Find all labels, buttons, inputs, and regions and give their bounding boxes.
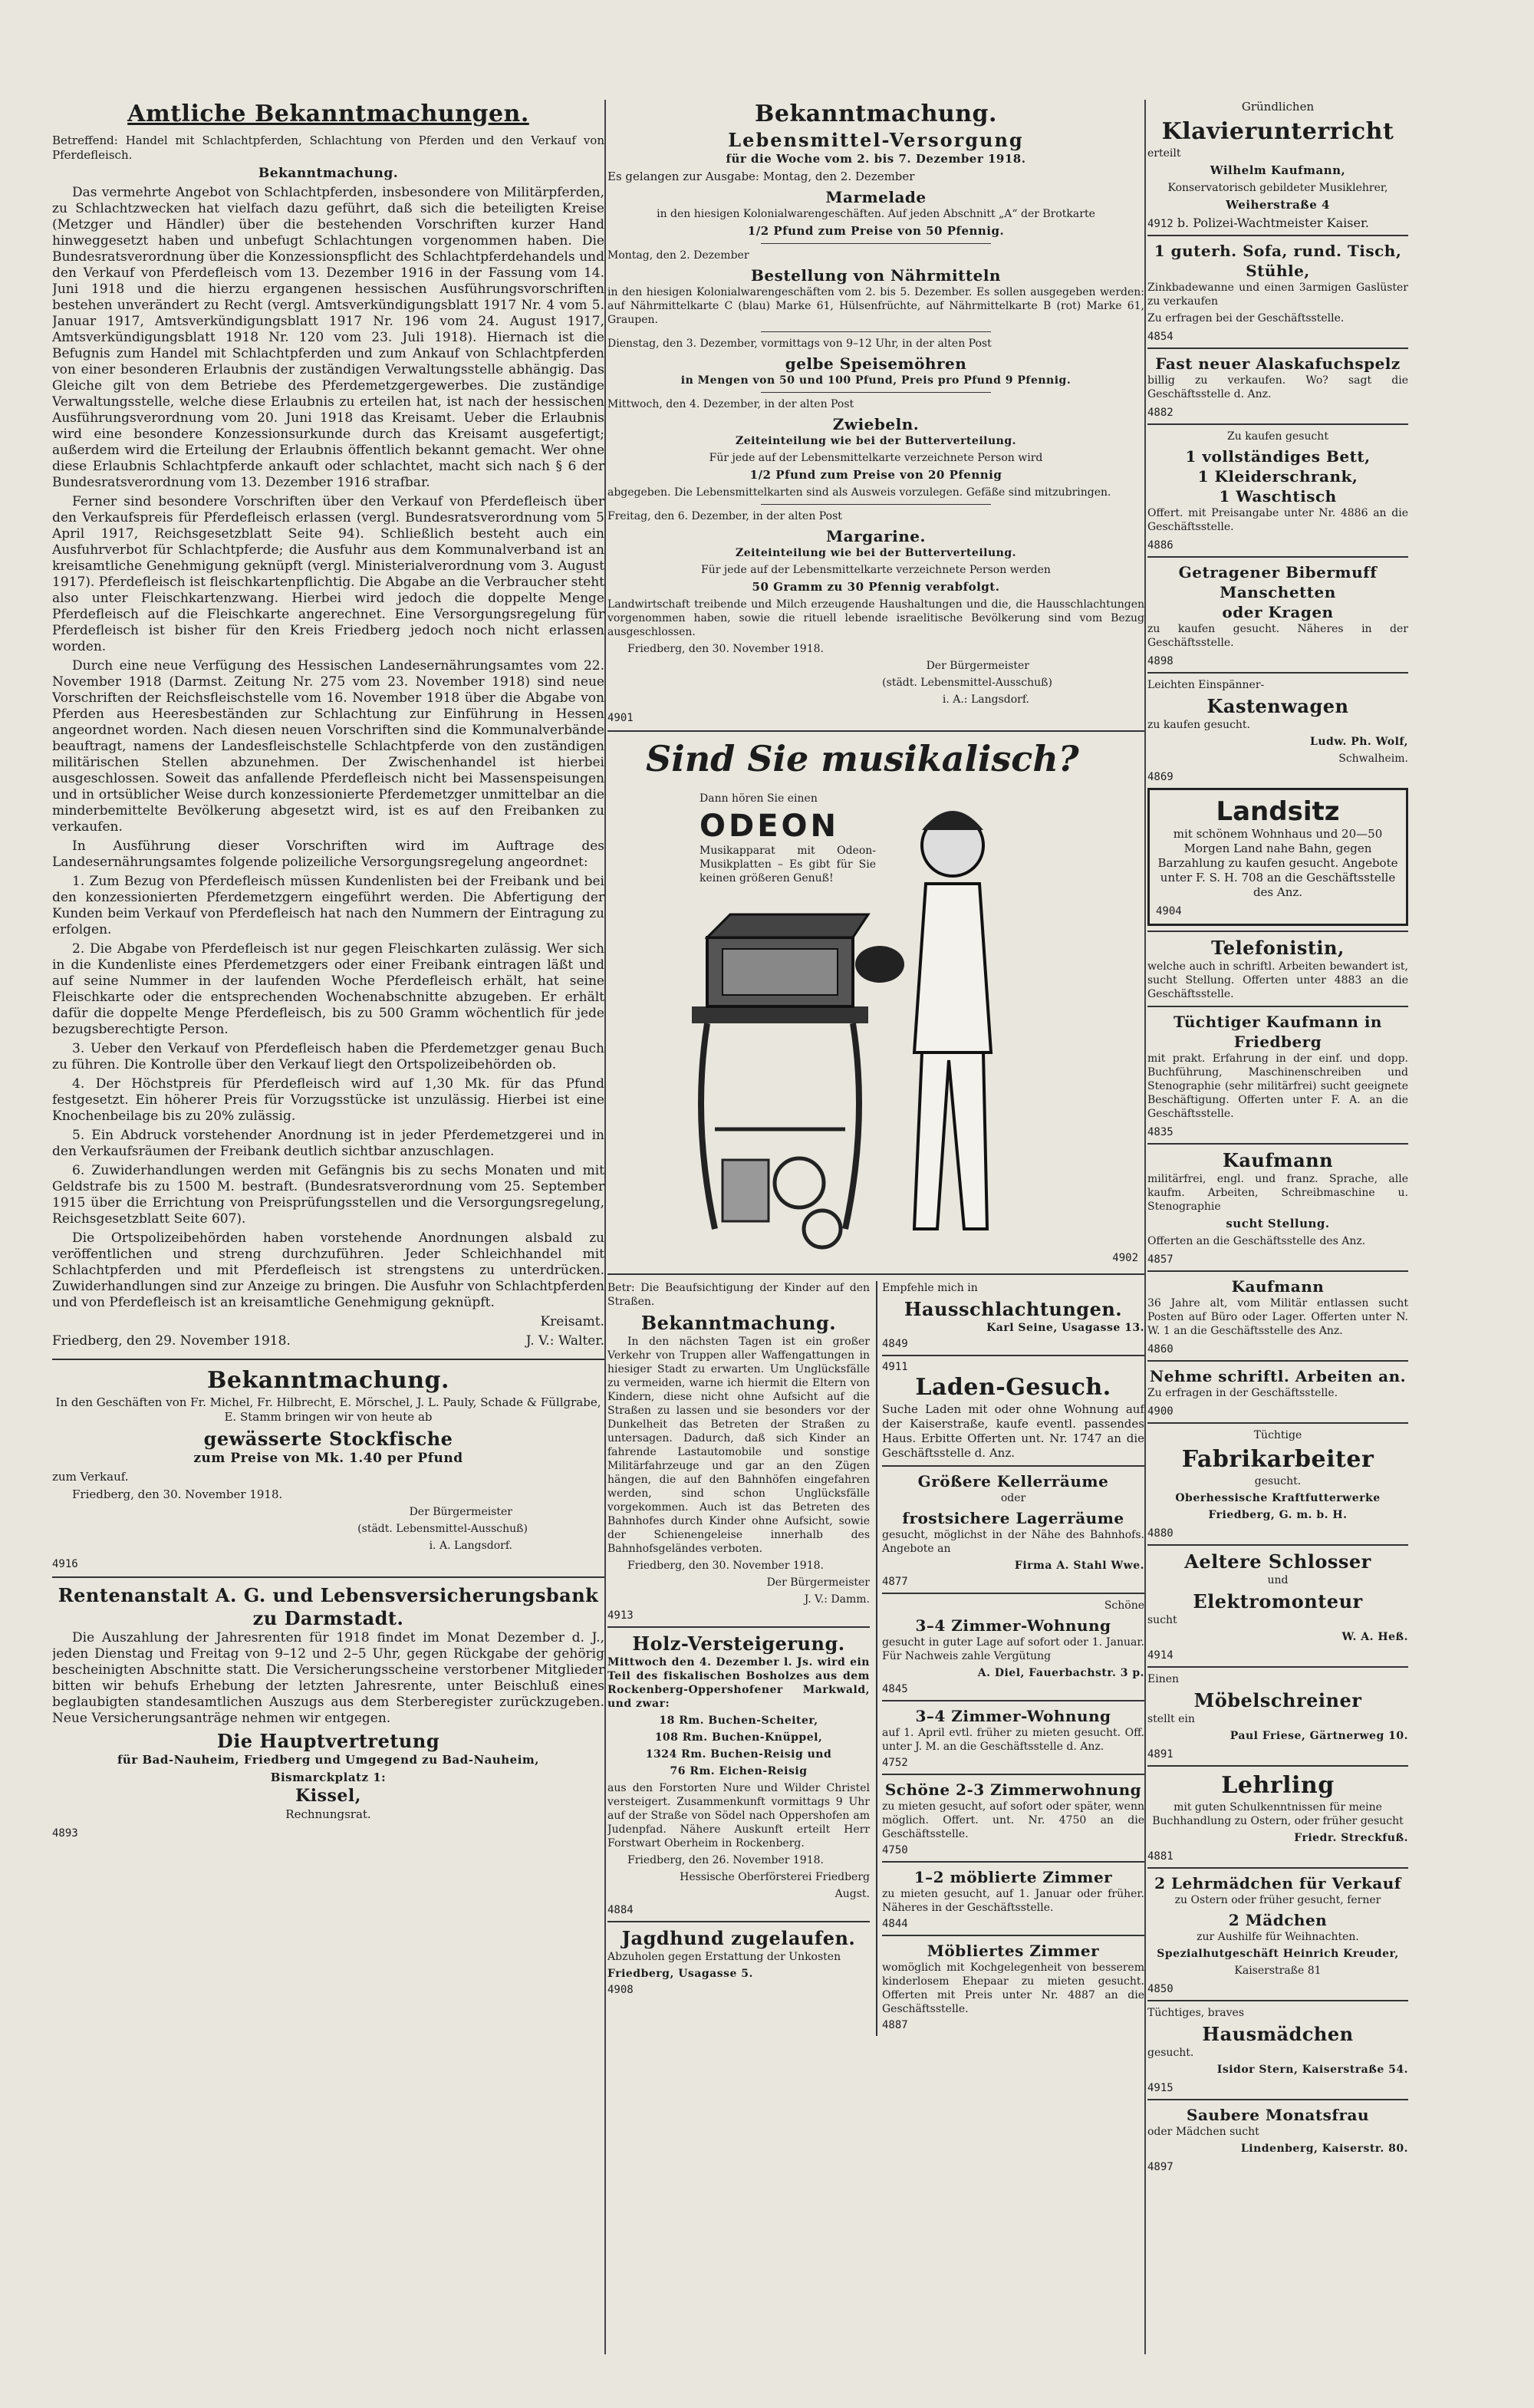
betr-sig: J. V.: Damm. bbox=[804, 1593, 870, 1606]
stockfisch-sale: zum Verkauf. bbox=[52, 1470, 129, 1484]
monat-name: Lindenberg, Kaiserstr. 80. bbox=[1240, 2143, 1408, 2155]
schlosser-heading: Aeltere Schlosser bbox=[1184, 1550, 1371, 1573]
official-notices-section bbox=[52, 100, 604, 1352]
stockfisch-sig: (städt. Lebensmittel-Ausschuß) bbox=[357, 1523, 528, 1535]
betr-sig: Der Bürgermeister bbox=[766, 1576, 870, 1589]
zim-heading: Schöne 2-3 Zimmerwohnung bbox=[884, 1780, 1142, 1799]
lv-item-sub: Zeiteinteilung wie bei der Butterverteilung. bbox=[735, 435, 1016, 447]
laden-heading: Laden-Gesuch. bbox=[915, 1374, 1111, 1401]
notice-subheading: Bekanntmachung. bbox=[258, 166, 399, 181]
lv-item-note: Landwirtschaft treibende und Milch erzeugende Haushaltungen und die, die Hausschlachtungen vorgenommen haben, sowie die rituell lebende israelitische Bevölkerung sind vom Bezug ausgeschlossen. bbox=[607, 598, 1144, 638]
stockfisch-heading: Bekanntmachung. bbox=[207, 1367, 449, 1394]
ad-number: 4913 bbox=[607, 1609, 634, 1622]
laden-gesuch-ad bbox=[882, 1355, 1144, 1461]
gramophone-illustration bbox=[661, 799, 1091, 1260]
bett-line: 1 vollständiges Bett, bbox=[1185, 447, 1371, 466]
sofa-sub: Zinkbadewanne und einen 3armigen Gaslüster zu verkaufen bbox=[1147, 282, 1408, 308]
betreff-line: Betreffend: Handel mit Schlachtpferden, Schlachtung von Pferden und den Verkauf von Pferdefleisch. bbox=[52, 133, 604, 162]
betr-text: In den nächsten Tagen ist ein großer Verkehr von Truppen aller Waffengattungen in hiesiger Stadt zu erwarten. Um Unglücksfälle zu vermeiden, warne ich hiermit die Eltern von Kindern, diese nicht ohne Aufsicht auf die Straßen zu lassen und sie besonders vor der Dunkelheit das Betreten der Straßen zu untersagen. Dadurch, daß sich Kinder an fahrende Lastautomobile und sonstige Militärfahrzeuge und gar an den Zügen hängen, die auf den Bahnhöfen eingefahren werden, sind schon Unglücksfälle vorgekommen. Auch ist das Betreten des Bahnhofes durch Kinder ohne Aufsicht, sowie der Schienengeleise innerhalb des Bahnhofsgeländes verboten. bbox=[607, 1336, 870, 1555]
sign-name: J. V.: Walter. bbox=[525, 1333, 604, 1349]
monat-heading: Saubere Monatsfrau bbox=[1187, 2106, 1369, 2124]
telef-heading: Telefonistin, bbox=[1211, 937, 1345, 959]
stockfisch-title: gewässerte Stockfische bbox=[203, 1428, 453, 1450]
stockfisch-sig: i. A. Langsdorf. bbox=[429, 1540, 512, 1552]
keller-h2: frostsichere Lagerräume bbox=[902, 1509, 1124, 1527]
lv-item-date: Dienstag, den 3. Dezember, vormittags von 9–12 Uhr, in der alten Post bbox=[607, 338, 992, 350]
schriftl-ad bbox=[1147, 1360, 1408, 1418]
zim-text: zu mieten gesucht, auf sofort oder später, wenn möglich. Offert. unt. Nr. 4750 an die Geschäftsstelle. bbox=[882, 1800, 1144, 1840]
zim-text: womöglich mit Kochgelegenheit von besserem kinderlosem Ehepaar zu mieten gesucht. Offerten mit Preis unter Nr. 4887 an die Geschäftsstelle. bbox=[882, 1962, 1144, 2015]
sofa-ad bbox=[1147, 235, 1408, 343]
jagdhund-ad bbox=[607, 1921, 870, 1996]
ad-number: 4845 bbox=[882, 1683, 908, 1695]
hm-heading: Hausmädchen bbox=[1202, 2023, 1354, 2045]
holz-item: 1324 Rm. Buchen-Reisig und bbox=[645, 1748, 832, 1761]
zim-heading: 1–2 möblierte Zimmer bbox=[913, 1868, 1113, 1886]
lv-place: Friedberg, den 30. November 1918. bbox=[627, 643, 824, 655]
lv-item-title: Marmelade bbox=[825, 188, 927, 206]
divider bbox=[607, 730, 1144, 732]
ad-number: 4914 bbox=[1147, 1649, 1174, 1662]
table-top bbox=[692, 1006, 868, 1023]
hm-text: gesucht. bbox=[1147, 2047, 1194, 2059]
landsitz-heading: Landsitz bbox=[1216, 796, 1340, 827]
renten-h2: Die Hauptvertretung bbox=[216, 1730, 440, 1752]
stockfisch-notice bbox=[52, 1366, 604, 1570]
notice-paragraph: 6. Zuwiderhandlungen werden mit Gefängnis bis zu sechs Monaten und mit Geldstrafe bis zu 1500 M. bestraft. (Bundesratsverordnung vom 25. September 1915 über die Errichtung von Preisprüfungsstellen und die Versorgungsregelung, Reichsgesetzblatt Seite 607). bbox=[52, 1163, 604, 1227]
klavier-name: Wilhelm Kaufmann, bbox=[1210, 163, 1346, 177]
bett-pre: Zu kaufen gesucht bbox=[1227, 430, 1328, 443]
zim-text: zu mieten gesucht, auf 1. Januar oder früher. Näheres in der Geschäftsstelle. bbox=[882, 1888, 1144, 1914]
kaufm-text: 36 Jahre alt, vom Militär entlassen sucht Posten auf Büro oder Lager. Offerten unter N. W. 1 an die Geschäftsstelle des Anz. bbox=[1147, 1297, 1408, 1337]
ad-number: 4911 bbox=[882, 1361, 908, 1373]
fabrik-pre: Tüchtige bbox=[1253, 1429, 1302, 1441]
pelz-text: billig zu verkaufen. Wo? sagt die Geschäftsstelle d. Anz. bbox=[1147, 374, 1408, 400]
holz-item: 76 Rm. Eichen-Reisig bbox=[670, 1765, 808, 1777]
notice-paragraph: In Ausführung dieser Vorschriften wird im Auftrage des Landesernährungsamtes folgende polizeiliche Versorgungsregelung angeordnet: bbox=[52, 838, 604, 870]
schlosser-ad bbox=[1147, 1544, 1408, 1662]
lehrm-addr: Kaiserstraße 81 bbox=[1234, 1965, 1322, 1977]
ad-number: 4881 bbox=[1147, 1850, 1174, 1863]
odeon-line1: Dann hören Sie einen bbox=[700, 792, 818, 805]
ad-number: 4898 bbox=[1147, 655, 1174, 667]
hausschlachtung-ad bbox=[882, 1281, 1144, 1350]
holz-item: 108 Rm. Buchen-Knüppel, bbox=[654, 1731, 823, 1744]
moebel-heading: Möbelschreiner bbox=[1193, 1689, 1362, 1711]
moebel-text: stellt ein bbox=[1147, 1713, 1195, 1725]
ad-number: 4880 bbox=[1147, 1527, 1174, 1540]
zimmer-ad bbox=[882, 1861, 1144, 1930]
kasten-text: zu kaufen gesucht. bbox=[1147, 719, 1251, 731]
schrift-heading: Nehme schriftl. Arbeiten an. bbox=[1149, 1367, 1407, 1385]
lebensmittel-notice bbox=[607, 100, 1144, 724]
ad-number: 4884 bbox=[607, 1904, 634, 1916]
divider bbox=[761, 243, 991, 244]
fabrik-sub: gesucht. bbox=[1254, 1475, 1302, 1487]
notice-paragraph: Die Ortspolizeibehörden haben vorstehende Anordnungen alsbald zu veröffentlichen und streng durchzuführen. Jeder Schleichhandel mit Schlachtpferden und mit Pferdefleisch ist strengstens zu unterdrücken. Zuwiderhandlungen sind zur Anzeige zu bringen. Die Ausfuhr von Schlachtpferden und von Pferdefleisch ist an kreisamtliche Genehmigung geknüpft. bbox=[52, 1230, 604, 1310]
klavier-desc: Konservatorisch gebildeter Musiklehrer, bbox=[1167, 182, 1388, 194]
lv-item-title: Margarine. bbox=[826, 527, 926, 545]
kaufmann-ad bbox=[1147, 1270, 1408, 1356]
zim-text: gesucht in guter Lage auf sofort oder 1. Januar. Für Nachweis zahle Vergütung bbox=[882, 1636, 1144, 1662]
stockfisch-place: Friedberg, den 30. November 1918. bbox=[72, 1487, 283, 1501]
pelz-ad bbox=[1147, 348, 1408, 419]
kaufm-heading: Tüchtiger Kaufmann in Friedberg bbox=[1174, 1013, 1382, 1051]
column-official-notices bbox=[52, 100, 604, 2362]
notice-paragraph: Durch eine neue Verfügung des Hessischen Landesernährungsamtes vom 22. November 1918 (Darmst. Zeitung Nr. 275 vom 23. November 1918) sind neue Vorschriften der Reichsfleischstelle vom 16. November 1918 über die Abgabe von Pferden aus Heeresbeständen zur Schlachtung zur Einführung in Hessen angeordnet worden. Nach diesen neuen Vorschriften sind die Kommunalverbände beauftragt, namens der Landesfleischstelle Schlachtpferde von den zuständigen militärischen Stellen abzunehmen. Der Zwischenhandel ist hierbei ausgeschlossen. Soweit das anfallende Pferdefleisch nicht bei Massenspeisungen und in ortsüblicher Weise durch konzessionierte Pferdemetzger unmittelbar an die minderbemittelte Bevölkerung abgesetzt wird, ist es auf den Freibanken zu verkaufen. bbox=[52, 658, 604, 835]
moebelschreiner-ad bbox=[1147, 1666, 1408, 1761]
lv-item-title: gelbe Speisemöhren bbox=[785, 354, 967, 373]
zim-who: A. Diel, Fauerbachstr. 3 p. bbox=[977, 1667, 1144, 1679]
klavier-by: erteilt bbox=[1147, 147, 1181, 160]
renten-text: Die Auszahlung der Jahresrenten für 1918 findet im Monat Dezember d. J., jeden Dienstag und Freitag von 9–12 und 2–5 Uhr, gegen Rückgabe der gehörig bescheinigten Abschnitte statt. Die Versicherungsscheine verstorbener Mitglieder bitten wir behufs Erhebung der letzten Jahresrente, unter Beischluß eines beglaubigten standesamtlichen Auszugs aus dem Sterberegister zurückzugeben. Neue Versicherungsanträge nehmen wir entgegen. bbox=[52, 1630, 604, 1726]
lv-sig: i. A.: Langsdorf. bbox=[942, 693, 1029, 706]
muff-text: zu kaufen gesucht. Näheres in der Geschäftsstelle. bbox=[1147, 623, 1408, 649]
lehrmaedchen-ad bbox=[1147, 1867, 1408, 1995]
zim-heading: 3–4 Zimmer-Wohnung bbox=[915, 1707, 1111, 1725]
column-classifieds bbox=[1147, 100, 1408, 2362]
klavier-heading: Klavierunterricht bbox=[1161, 118, 1394, 145]
keller-oder: oder bbox=[1000, 1492, 1026, 1504]
ad-number: 4904 bbox=[1156, 905, 1182, 917]
notice-paragraph: 3. Ueber den Verkauf von Pferdefleisch haben die Pferdemetzger genau Buch zu führen. Die Kontrolle über den Verkauf liegt den Ortspolizeibehörden ob. bbox=[52, 1041, 604, 1072]
odeon-brand: ODEON bbox=[700, 809, 840, 844]
holz-text2: aus den Forstorten Nure und Wilder Christel versteigert. Zusammenkunft vormittags 9 Uhr auf der Straße von Södel nach Oppershofen am Judenpfad. Nähere Auskunft erteilt Herr Forstwart Oberheim in Rockenberg. bbox=[607, 1782, 870, 1850]
ad-number: 4893 bbox=[52, 1827, 78, 1840]
lv-item-text: Für jede auf der Lebensmittelkarte verzeichnete Person werden bbox=[701, 564, 1051, 576]
ad-number: 4752 bbox=[882, 1757, 908, 1769]
notice-paragraph: Das vermehrte Angebot von Schlachtpferden, insbesondere von Militärpferden, zu Schlachtzwecken hat vielfach dazu geführt, daß sich die beteiligten Kreise (Metzger und Händler) über die bestehenden Vorschriften kurzer Hand hinweggesetzt haben und unbefugt Schlachtungen vorgenommen haben. Die Bundesratsverordnung über die Konzessionspflicht des Schlachtpferdehandels und den Verkauf von Pferdefleisch vom 13. Dezember 1916 in der Fassung vom 14. Juni 1918 und die hierzu ergangenen hessischen Ausführungsvorschriften bestehen unverändert zu Recht (vergl. Amtsverkündigungsblatt 1917 Nr. 4 vom 5. Januar 1917, Amtsverkündigungsblatt 1917 Nr. 196 vom 24. August 1917, Amtsverkündigungsblatt 1918 Nr. 120 vom 23. Juli 1918). Hiernach ist die Befugnis zum Handel mit Schlachtpferden und zum Ankauf von Schlachtpferden von einer besonderen Erlaubnis der zuständigen Verwaltungsstelle abhängig. Das Gleiche gilt von dem Betriebe des Pferdemetzgergewerbes. Die zuständige Verwaltungsstelle, welche diese Erlaubnis zu erteilen hat, ist nach der hessischen Ausführungsverordnung vom 20. Juni 1918 das Kreisamt. Ueber die Erlaubnis wird eine besondere Konzessionsurkunde durch das Kreisamt ausgefertigt; außerdem wird die Erteilung der Erlaubnis öffentlich bekannt gemacht. Wer ohne diese Erlaubnis Schlachtpferde ankauft oder schlachtet, macht sich nach § 6 der Bundesratsverordnung vom 13. Dezember 1916 strafbar. bbox=[52, 185, 604, 490]
bett-text: Offert. mit Preisangabe unter Nr. 4886 an die Geschäftsstelle. bbox=[1147, 507, 1408, 533]
landsitz-text: mit schönem Wohnhaus und 20—50 Morgen Land nahe Bahn, gegen Barzahlung zu kaufen gesucht. Angebote unter F. S. H. 708 an die Geschäftsstelle des Anz. bbox=[1157, 827, 1398, 899]
lehrm-text2: zur Aushilfe für Weihnachten. bbox=[1197, 1931, 1359, 1943]
fabrik-place: Friedberg, G. m. b. H. bbox=[1208, 1509, 1348, 1521]
ad-number: 4882 bbox=[1147, 407, 1174, 419]
zim-pre: Schöne bbox=[1104, 1599, 1144, 1612]
ad-number: 4857 bbox=[1147, 1253, 1174, 1266]
hm-name: Isidor Stern, Kaiserstraße 54. bbox=[1216, 2064, 1408, 2076]
kasten-place: Schwalheim. bbox=[1338, 753, 1408, 765]
holz-sig: Hessische Oberförsterei Friedberg bbox=[680, 1871, 870, 1883]
section-heading: Amtliche Bekanntmachungen. bbox=[127, 100, 529, 127]
bett-line: 1 Kleiderschrank, bbox=[1197, 467, 1358, 486]
keller-h1: Größere Kellerräume bbox=[917, 1472, 1109, 1491]
lv-item-text: Für jede auf der Lebensmittelkarte verzeichnete Person wird bbox=[709, 452, 1043, 464]
muff-line: Manschetten bbox=[1220, 583, 1336, 601]
telefonistin-ad bbox=[1147, 931, 1408, 1001]
kaufm-sub: sucht Stellung. bbox=[1226, 1217, 1330, 1230]
lv-item-date: Montag, den 2. Dezember bbox=[607, 249, 749, 262]
divider bbox=[52, 1576, 604, 1578]
klavier-pre: Gründlichen bbox=[1241, 100, 1315, 114]
notice-paragraph: 4. Der Höchstpreis für Pferdefleisch wird auf 1,30 Mk. für das Pfund festgesetzt. Ein höherer Preis für Vorzugsstücke ist unzulässig. Hierbei ist eine Knochenbeilage bis zu 20% zulässig. bbox=[52, 1076, 604, 1124]
notice-paragraph: Ferner sind besondere Vorschriften über den Verkauf von Pferdefleisch über den Verkaufspreis für Pferdefleisch erlassen (vergl. Bundesratsverordnung vom 5 April 1917, Reichsgesetzblatt Seite 94). Schließlich besteht auch ein Ausfuhrverbot für Schlachtpferde; die Ausfuhr aus dem Kommunalverband ist an kreisamtliche Genehmigung geknüpft (vergl. Ministerialverordnung vom 3. August 1917). Pferdefleisch ist fleischkartenpflichtig. Die Abgabe an die Verbraucher steht also unter Fleischkartenzwang. Hierbei wird jedoch die doppelte Menge Pferdefleisch auf die Fleischkarte angerechnet. Eine Versorgungsregelung für Pferdefleisch ist bisher für den Kreis Friedberg jedoch noch nicht erlassen worden. bbox=[52, 494, 604, 654]
wohnung-ad bbox=[882, 1700, 1144, 1769]
holz-heading: Holz-Versteigerung. bbox=[632, 1632, 845, 1655]
lv-item-price: 50 Gramm zu 30 Pfennig verabfolgt. bbox=[752, 580, 1000, 594]
moebel-name: Paul Friese, Gärtnerweg 10. bbox=[1230, 1730, 1408, 1742]
bett-ad bbox=[1147, 423, 1408, 552]
ad-number: 4886 bbox=[1147, 539, 1174, 552]
odeon-record-box bbox=[723, 1160, 769, 1221]
lv-item-price: 1/2 Pfund zum Preise von 50 Pfennig. bbox=[747, 224, 1005, 238]
lv-item-text: in Mengen von 50 und 100 Pfund, Preis pro Pfund 9 Pfennig. bbox=[680, 374, 1071, 387]
pelz-heading: Fast neuer Alaskafuchspelz bbox=[1155, 354, 1401, 373]
ad-number: 4850 bbox=[1147, 1983, 1174, 1995]
ad-number: 4916 bbox=[52, 1558, 78, 1570]
wohnung-ad bbox=[882, 1593, 1144, 1695]
divider bbox=[607, 1273, 1144, 1275]
kasten-heading: Kastenwagen bbox=[1206, 695, 1349, 717]
betr-title: Betr: Die Beaufsichtigung der Kinder auf den Straßen. bbox=[607, 1282, 870, 1308]
lehrm-h2: 2 Mädchen bbox=[1228, 1911, 1328, 1929]
record-disc bbox=[804, 1211, 841, 1247]
zim-heading: 3–4 Zimmer-Wohnung bbox=[915, 1616, 1111, 1635]
jagd-who: Friedberg, Usagasse 5. bbox=[607, 1968, 753, 1980]
renten-name: Kissel, bbox=[295, 1786, 361, 1806]
renten-addr: Bismarckplatz 1: bbox=[270, 1771, 387, 1784]
ad-number: 4860 bbox=[1147, 1343, 1174, 1356]
zim-heading: Möbliertes Zimmer bbox=[927, 1942, 1100, 1960]
haus-name: Karl Seine, Usagasse 13. bbox=[986, 1322, 1144, 1334]
kaufm-text: mit prakt. Erfahrung in der einf. und dopp. Buchführung, Maschinenschreiben und Stenographie (sehr militärfrei) sucht geeignete Beschäftigung. Offerten unter F. A. an die Geschäftsstelle. bbox=[1147, 1052, 1408, 1120]
fabrik-heading: Fabrikarbeiter bbox=[1181, 1446, 1374, 1473]
sofa-note: Zu erfragen bei der Geschäftsstelle. bbox=[1147, 312, 1345, 324]
muff-line: Getragener Bibermuff bbox=[1178, 563, 1378, 581]
notice-paragraph: 1. Zum Bezug von Pferdefleisch müssen Kundenlisten bei der Freibank und bei den konzessionierten Pferdemetzgern eingeführt werden. Die Abfertigung der Kunden beim Verkauf von Pferdefleisch hat nach den Nummern der Eintragung zu erfolgen. bbox=[52, 874, 604, 937]
divider bbox=[761, 331, 991, 332]
rentenanstalt-notice bbox=[52, 1584, 604, 1840]
column-rule-1 bbox=[604, 100, 606, 2354]
holz-item: 18 Rm. Buchen-Scheiter, bbox=[659, 1715, 818, 1727]
kastenwagen-ad bbox=[1147, 672, 1408, 783]
lehrling-heading: Lehrling bbox=[1221, 1772, 1335, 1799]
lv-sub: Lebensmittel-Versorgung bbox=[728, 129, 1024, 151]
lehrm-firm: Spezialhutgeschäft Heinrich Kreuder, bbox=[1157, 1948, 1399, 1960]
ad-number: 4854 bbox=[1147, 331, 1174, 343]
holz-place: Friedberg, den 26. November 1918. bbox=[627, 1854, 824, 1866]
moebel-pre: Einen bbox=[1147, 1673, 1180, 1685]
renten-heading: Rentenanstalt A. G. und Lebensversicherungsbank zu Darmstadt. bbox=[58, 1584, 599, 1629]
lehrling-text: mit guten Schulkenntnissen für meine Buchhandlung zu Ostern, oder früher gesucht bbox=[1152, 1801, 1404, 1827]
ad-number: 4900 bbox=[1147, 1405, 1174, 1418]
bett-line: 1 Waschtisch bbox=[1219, 487, 1337, 506]
man-coat bbox=[914, 884, 991, 1052]
landsitz-ad bbox=[1147, 788, 1408, 926]
kaufm-text2: Offerten an die Geschäftsstelle des Anz. bbox=[1147, 1235, 1366, 1247]
lv-item-price: 1/2 Pfund zum Preise von 20 Pfennig bbox=[749, 468, 1002, 482]
kaufm-heading: Kaufmann bbox=[1231, 1277, 1325, 1296]
lv-intro: Es gelangen zur Ausgabe: Montag, den 2. Dezember bbox=[607, 170, 915, 183]
kaufmann-ad bbox=[1147, 1006, 1408, 1138]
lv-item-title: Bestellung von Nährmitteln bbox=[751, 266, 1001, 285]
ad-number: 4877 bbox=[882, 1576, 908, 1588]
schlosser-sub: sucht bbox=[1147, 1614, 1177, 1626]
monatsfrau-ad bbox=[1147, 2099, 1408, 2173]
ad-number: 4849 bbox=[882, 1338, 908, 1350]
lv-item-date: Freitag, den 6. Dezember, in der alten Post bbox=[607, 510, 842, 522]
lehrling-ad bbox=[1147, 1765, 1408, 1863]
ad-number: 4844 bbox=[882, 1918, 908, 1930]
ad-number: 4835 bbox=[1147, 1126, 1174, 1138]
hausmaedchen-ad bbox=[1147, 2000, 1408, 2094]
kasten-pre: Leichten Einspänner- bbox=[1147, 679, 1265, 691]
lv-item-title: Zwiebeln. bbox=[832, 415, 920, 433]
muff-line: oder Kragen bbox=[1222, 603, 1334, 621]
haus-pre: Empfehle mich in bbox=[882, 1282, 978, 1294]
jagd-text: Abzuholen gegen Erstattung der Unkosten bbox=[607, 1951, 841, 1963]
telef-text: welche auch in schriftl. Arbeiten bewandert ist, sucht Stellung. Offerten unter 4883 an die Geschäftsstelle. bbox=[1147, 960, 1408, 1000]
kinder-notice bbox=[607, 1281, 870, 1622]
divider bbox=[52, 1359, 604, 1360]
sign-office: Kreisamt. bbox=[540, 1314, 604, 1329]
lv-week: für die Woche vom 2. bis 7. Dezember 1918. bbox=[726, 152, 1026, 166]
schlosser-h2: Elektromonteur bbox=[1193, 1590, 1363, 1612]
jagd-heading: Jagdhund zugelaufen. bbox=[621, 1927, 856, 1949]
klavier-addr: Weiherstraße 4 bbox=[1226, 198, 1330, 212]
schrift-text: Zu erfragen in der Geschäftsstelle. bbox=[1147, 1387, 1338, 1399]
kaufm-heading: Kaufmann bbox=[1222, 1149, 1334, 1171]
ad-number: 4912 bbox=[1147, 218, 1174, 230]
ad-number: 4908 bbox=[607, 1984, 634, 1996]
lv-item-sub: Zeiteinteilung wie bei der Butterverteilung. bbox=[735, 547, 1016, 559]
kaufm-text: militärfrei, engl. und franz. Sprache, alle kaufm. Arbeiten, Schreibmaschine u. Stenographie bbox=[1147, 1173, 1408, 1213]
klavier-extra: b. Polizei-Wachtmeister Kaiser. bbox=[1177, 216, 1369, 230]
lehrm-text: zu Ostern oder früher gesucht, ferner bbox=[1174, 1894, 1381, 1906]
fabrikarbeiter-ad bbox=[1147, 1422, 1408, 1540]
column-rule-2 bbox=[1144, 100, 1146, 2354]
ad-number: 4902 bbox=[1112, 1252, 1138, 1264]
fabrik-firm: Oberhessische Kraftfutterwerke bbox=[1175, 1492, 1381, 1504]
divider bbox=[761, 504, 991, 505]
stockfisch-sig: Der Bürgermeister bbox=[409, 1506, 512, 1518]
notice-paragraph: 2. Die Abgabe von Pferdefleisch ist nur gegen Fleischkarten zulässig. Wer sich in die Kundenliste eines Pferdemetzgers oder einer Freibank eintragen läßt und auf seine Nummer in der laufenden Woche Pferdefleisch erhält, hat seine Fleischkarte oder die entsprechenden Wochenabschnitte abzugeben. Er erhält dafür die doppelte Menge Pferdefleisch, bis zu 500 Gramm wöchentlich für jede bezugsberechtigte Person. bbox=[52, 941, 604, 1037]
ad-number: 4891 bbox=[1147, 1748, 1174, 1761]
odeon-line2: Musikapparat mit Odeon-Musikplatten – Es gibt für Sie keinen größeren Genuß! bbox=[700, 845, 876, 884]
column-announcements bbox=[607, 100, 1144, 2362]
lv-sig: (städt. Lebensmittel-Ausschuß) bbox=[882, 677, 1052, 689]
schlosser-und: und bbox=[1267, 1574, 1289, 1586]
holz-ad bbox=[607, 1626, 870, 1916]
keller-text: gesucht, möglichst in der Nähe des Bahnhofs. Angebote an bbox=[882, 1529, 1144, 1555]
lv-sig: Der Bürgermeister bbox=[926, 660, 1029, 672]
ad-number: 4897 bbox=[1147, 2161, 1174, 2173]
zimmer-ad bbox=[882, 1935, 1144, 2031]
lehrling-name: Friedr. Streckfuß. bbox=[1294, 1832, 1408, 1844]
ad-number: 4869 bbox=[1147, 771, 1174, 783]
betr-place: Friedberg, den 30. November 1918. bbox=[627, 1560, 824, 1572]
odeon-ad bbox=[607, 738, 1144, 1267]
zim-text: auf 1. April evtl. früher zu mieten gesucht. Off. unter J. M. an die Geschäftsstelle d. Anz. bbox=[882, 1727, 1144, 1753]
stockfisch-price: zum Preise von Mk. 1.40 per Pfund bbox=[193, 1451, 463, 1466]
sign-place: Friedberg, den 29. November 1918. bbox=[52, 1333, 291, 1349]
haus-heading: Hausschlachtungen. bbox=[904, 1298, 1123, 1320]
column-2-left-ads bbox=[607, 1281, 870, 2036]
renten-title: Rechnungsrat. bbox=[285, 1807, 371, 1821]
keller-firm: Firma A. Stahl Wwe. bbox=[1014, 1560, 1144, 1572]
ad-number: 4887 bbox=[882, 2019, 908, 2031]
klavier-ad bbox=[1147, 100, 1408, 230]
lv-heading: Bekanntmachung. bbox=[755, 100, 997, 127]
lv-item-text: in den hiesigen Kolonialwarengeschäften vom 2. bis 5. Dezember. Es sollen ausgegeben werden: auf Nährmittelkarte C (blau) Marke 61, Hülsenfrüchte, auf Nährmittelkarte B (rot) Marke 61, Graupen. bbox=[607, 286, 1144, 326]
holz-text: Mittwoch den 4. Dezember l. Js. wird ein Teil des fiskalischen Bosholzes aus dem Rockenberg-Oppershofener Markwald, und zwar: bbox=[607, 1656, 870, 1710]
lv-item-text: in den hiesigen Kolonialwarengeschäften. Auf jeden Abschnitt „A“ der Brotkarte bbox=[657, 208, 1095, 220]
laden-text: Suche Laden mit oder ohne Wohnung auf der Kaiserstraße, kaufe eventl. passendes Haus. Erbitte Offerten unt. Nr. 1747 an die Geschäftsstelle d. Anz. bbox=[882, 1402, 1144, 1460]
schlosser-name: W. A. Heß. bbox=[1341, 1631, 1408, 1643]
holz-sig: Augst. bbox=[834, 1888, 870, 1900]
renten-h3: für Bad-Nauheim, Friedberg und Umgegend zu Bad-Nauheim, bbox=[117, 1753, 540, 1767]
sofa-heading: 1 guterh. Sofa, rund. Tisch, Stühle, bbox=[1154, 242, 1402, 280]
ad-number: 4750 bbox=[882, 1844, 908, 1856]
record-disc bbox=[775, 1158, 824, 1207]
hm-pre: Tüchtiges, braves bbox=[1147, 2007, 1245, 2019]
betr-heading: Bekanntmachung. bbox=[640, 1312, 837, 1334]
lehrm-heading: 2 Lehrmädchen für Verkauf bbox=[1154, 1874, 1401, 1892]
record-in-hand bbox=[855, 946, 904, 983]
ad-number: 4901 bbox=[607, 712, 634, 724]
divider bbox=[761, 392, 991, 393]
notice-paragraph: 5. Ein Abdruck vorstehender Anordnung ist in jeder Pferdemetzgerei und in den Verkaufsräumen der Freibank deutlich sichtbar anzuschlagen. bbox=[52, 1128, 604, 1159]
odeon-headline: Sind Sie musikalisch? bbox=[646, 738, 1079, 779]
lv-item-note: abgegeben. Die Lebensmittelkarten sind als Ausweis vorzulegen. Gefäße sind mitzubringen. bbox=[607, 486, 1111, 499]
keller-ad bbox=[882, 1465, 1144, 1588]
kaufmann-ad bbox=[1147, 1143, 1408, 1266]
lv-item-date: Mittwoch, den 4. Dezember, in der alten Post bbox=[607, 398, 854, 410]
muff-ad bbox=[1147, 556, 1408, 667]
column-2-right-ads bbox=[876, 1281, 1144, 2036]
stockfisch-intro: In den Geschäften von Fr. Michel, Fr. Hilbrecht, E. Mörschel, J. L. Pauly, Schade & Füllgrabe, E. Stamm bringen wir von heute ab bbox=[55, 1395, 601, 1424]
kasten-name: Ludw. Ph. Wolf, bbox=[1310, 736, 1408, 748]
wohnung-ad bbox=[882, 1774, 1144, 1856]
monat-text: oder Mädchen sucht bbox=[1147, 2126, 1259, 2138]
ad-number: 4915 bbox=[1147, 2082, 1174, 2094]
